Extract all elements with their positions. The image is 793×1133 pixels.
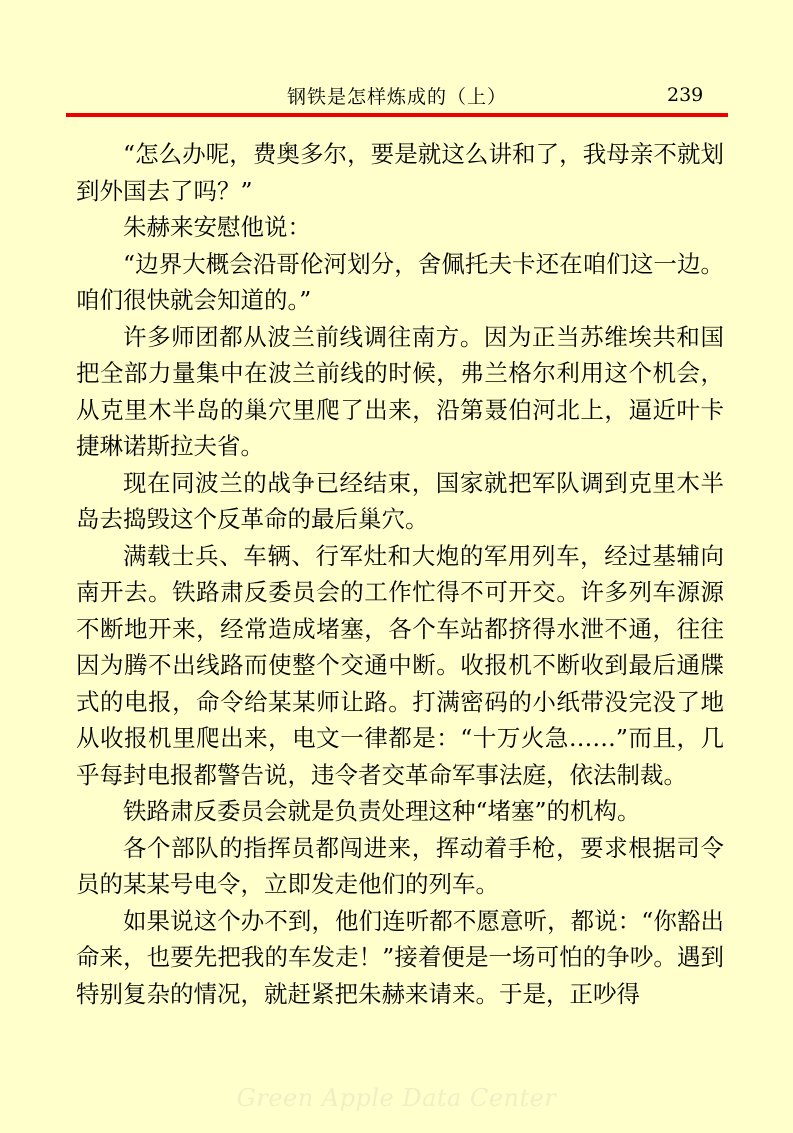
header-rule [66,113,728,117]
running-header [0,78,793,108]
paragraph: “怎么办呢，费奥多尔，要是就这么讲和了，我母亲不就划到外国去了吗？” [76,140,724,205]
paragraph: 铁路肃反委员会就是负责处理这种“堵塞”的机构。 [123,797,641,825]
watermark: Green Apple Data Center [236,1084,557,1112]
paragraph: “边界大概会沿哥伦河划分，舍佩托夫卡还在咱们这一边。咱们很快就会知道的。” [76,249,724,314]
paragraph: 朱赫来安慰他说： [123,213,311,241]
paragraph: 现在同波兰的战争已经结束，国家就把军队调到克里木半岛去捣毁这个反革命的最后巢穴。 [76,468,724,533]
paragraph: 如果说这个办不到，他们连听都不愿意听，都说：“你豁出命来，也要先把我的车发走！”接着便是一场可怕的争吵。遇到特别复杂的情况，就赶紧把朱赫来请来。于是，正吵得 [76,906,724,1008]
page-number: 239 [667,84,704,106]
paragraph: 各个部队的指挥员都闯进来，挥动着手枪，要求根据司令员的某某号电令，立即发走他们的列车。 [76,833,724,898]
body-text [76,136,724,1012]
book-title: 钢铁是怎样炼成的（上） [287,86,508,108]
paragraph: 许多师团都从波兰前线调往南方。因为正当苏维埃共和国把全部力量集中在波兰前线的时候，弗兰格尔利用这个机会，从克里木半岛的巢穴里爬了出来，沿第聂伯河北上，逼近叶卡捷琳诺斯拉夫省。 [76,322,724,460]
paragraph: 满载士兵、车辆、行军灶和大炮的军用列车，经过基辅向南开去。铁路肃反委员会的工作忙得不可开交。许多列车源源不断地开来，经常造成堵塞，各个车站都挤得水泄不通，往往因为腾不出线路而使整个交通中断。收报机不断收到最后通牒式的电报，命令给某某师让路。打满密码的小纸带没完没了地从收报机里爬出来，电文一律都是：“十万火急……”而且，几乎每封电报都警告说，违令者交革命军事法庭，依法制裁。 [76,541,724,789]
